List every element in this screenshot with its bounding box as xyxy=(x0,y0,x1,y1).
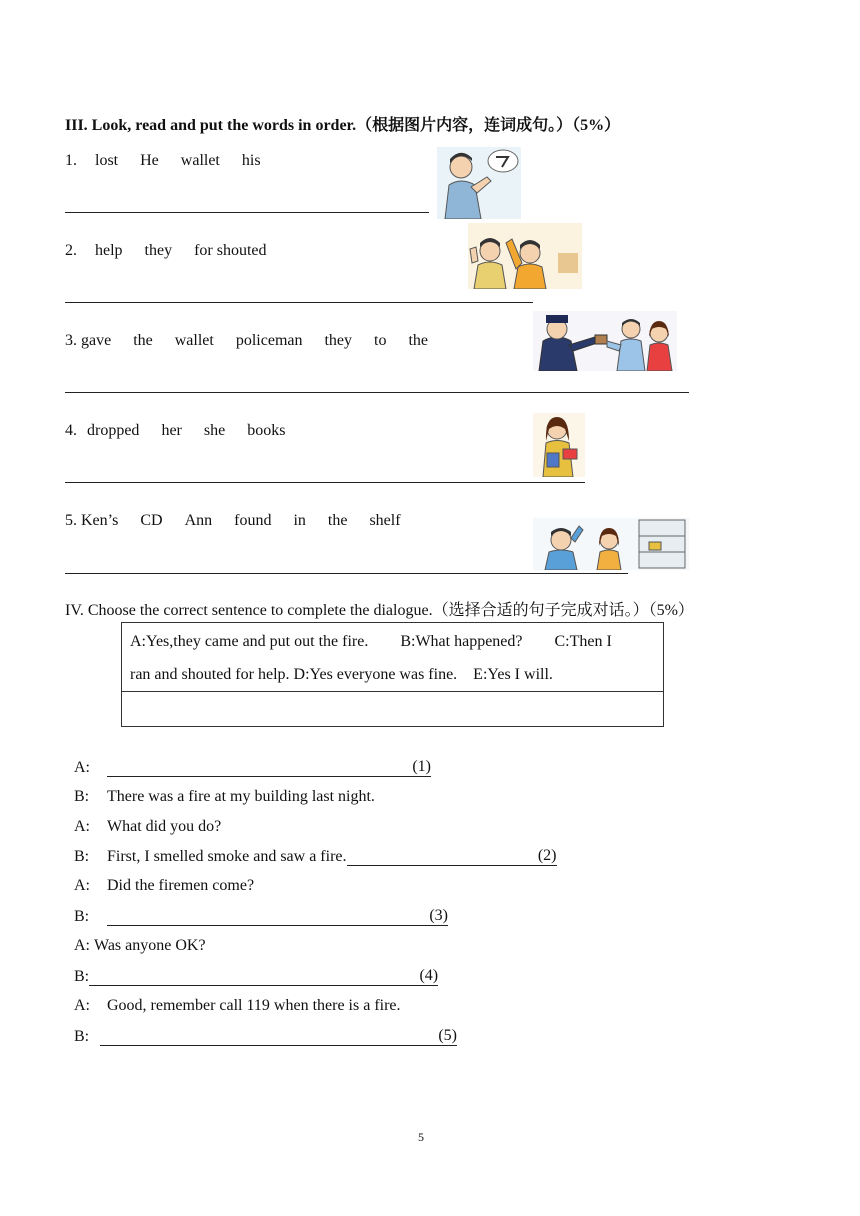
picture-girl-books xyxy=(533,413,585,477)
answer-blank-5[interactable]: (5) xyxy=(100,1027,457,1046)
item-number: 2. xyxy=(65,242,77,259)
speaker: B: xyxy=(74,908,90,925)
word: found xyxy=(234,512,272,529)
word: shelf xyxy=(369,512,401,529)
word: help xyxy=(95,242,123,259)
picture-kids-shelf xyxy=(533,518,689,570)
word: they xyxy=(144,242,173,259)
dialogue-text: There was a fire at my building last night. xyxy=(107,788,375,805)
item-number: 1. xyxy=(65,152,77,169)
picture-boy-thinking xyxy=(437,147,521,219)
answer-blank-1[interactable]: (1) xyxy=(107,758,431,777)
dialogue-line-5 xyxy=(74,877,254,895)
speaker: A: xyxy=(74,877,90,894)
word: the xyxy=(408,332,429,349)
options-line-1: A:Yes,they came and put out the fire. B:What happened? C:Then I xyxy=(130,633,612,650)
word: her xyxy=(161,422,182,439)
answer-blank-4[interactable]: (4) xyxy=(89,967,438,986)
item-4-words xyxy=(65,422,307,440)
dialogue-line-4 xyxy=(74,847,557,866)
word: books xyxy=(247,422,286,439)
word: the xyxy=(133,332,153,349)
word: lost xyxy=(95,152,119,169)
speaker: A: xyxy=(74,937,90,954)
word: gave xyxy=(81,332,112,349)
word: dropped xyxy=(87,422,140,439)
section-3-title: III. Look, read and put the words in order.（根据图片内容，连词成句。）（5%） xyxy=(65,117,621,134)
dialogue-text: What did you do? xyxy=(107,818,222,835)
options-line-2: ran and shouted for help. D:Yes everyone was fine. E:Yes I will. xyxy=(130,666,553,683)
word: Ken’s xyxy=(81,512,119,529)
word: the xyxy=(327,512,348,529)
item-2-words xyxy=(65,242,289,260)
options-row xyxy=(122,623,663,692)
word: to xyxy=(374,332,387,349)
word: He xyxy=(140,152,159,169)
dialogue-line-7 xyxy=(74,937,206,955)
speaker: B: xyxy=(74,848,90,865)
speaker: A: xyxy=(74,997,90,1014)
options-table xyxy=(121,622,664,727)
item-number: 5. xyxy=(65,512,77,529)
picture-policeman-wallet xyxy=(533,311,677,371)
word: for shouted xyxy=(194,242,267,259)
answer-line-4[interactable] xyxy=(65,482,585,483)
item-1-words xyxy=(65,152,283,170)
item-3-words xyxy=(65,332,450,350)
speaker: B: xyxy=(74,788,90,805)
speaker: B: xyxy=(74,1028,90,1045)
word: policeman xyxy=(235,332,303,349)
dialogue-text: Good, remember call 119 when there is a fire. xyxy=(107,997,401,1014)
dialogue-text: Was anyone OK? xyxy=(94,937,206,954)
item-5-words xyxy=(65,512,423,530)
answer-line-3[interactable] xyxy=(65,392,689,393)
word: his xyxy=(241,152,261,169)
word: wallet xyxy=(174,332,214,349)
speaker: A: xyxy=(74,818,90,835)
speaker: B: xyxy=(74,968,90,985)
answer-line-2[interactable] xyxy=(65,302,533,303)
dialogue-line-1 xyxy=(74,758,431,777)
dialogue-text: Did the firemen come? xyxy=(107,877,255,894)
answer-line-1[interactable] xyxy=(65,212,429,213)
dialogue-line-3 xyxy=(74,818,221,836)
dialogue-line-8 xyxy=(74,967,438,986)
word: CD xyxy=(140,512,163,529)
picture-boys-shouting xyxy=(468,223,582,289)
answer-blank-3[interactable]: (3) xyxy=(107,907,448,926)
item-number: 4. xyxy=(65,422,77,439)
word: wallet xyxy=(180,152,220,169)
item-number: 3. xyxy=(65,332,77,349)
page-number: 5 xyxy=(418,1130,424,1144)
dialogue-line-6 xyxy=(74,907,448,926)
speaker: A: xyxy=(74,759,90,776)
word: they xyxy=(324,332,353,349)
word: Ann xyxy=(184,512,213,529)
dialogue-line-10 xyxy=(74,1027,457,1046)
dialogue-line-9 xyxy=(74,997,401,1015)
section-4-title: IV. Choose the correct sentence to complete the dialogue.（选择合适的句子完成对话。）（5%） xyxy=(65,602,694,619)
word: she xyxy=(203,422,226,439)
word: in xyxy=(293,512,306,529)
answer-blank-2[interactable]: (2) xyxy=(347,847,557,866)
dialogue-text: First, I smelled smoke and saw a fire. xyxy=(107,848,347,865)
dialogue-line-2 xyxy=(74,788,375,806)
answer-line-5[interactable] xyxy=(65,573,628,574)
